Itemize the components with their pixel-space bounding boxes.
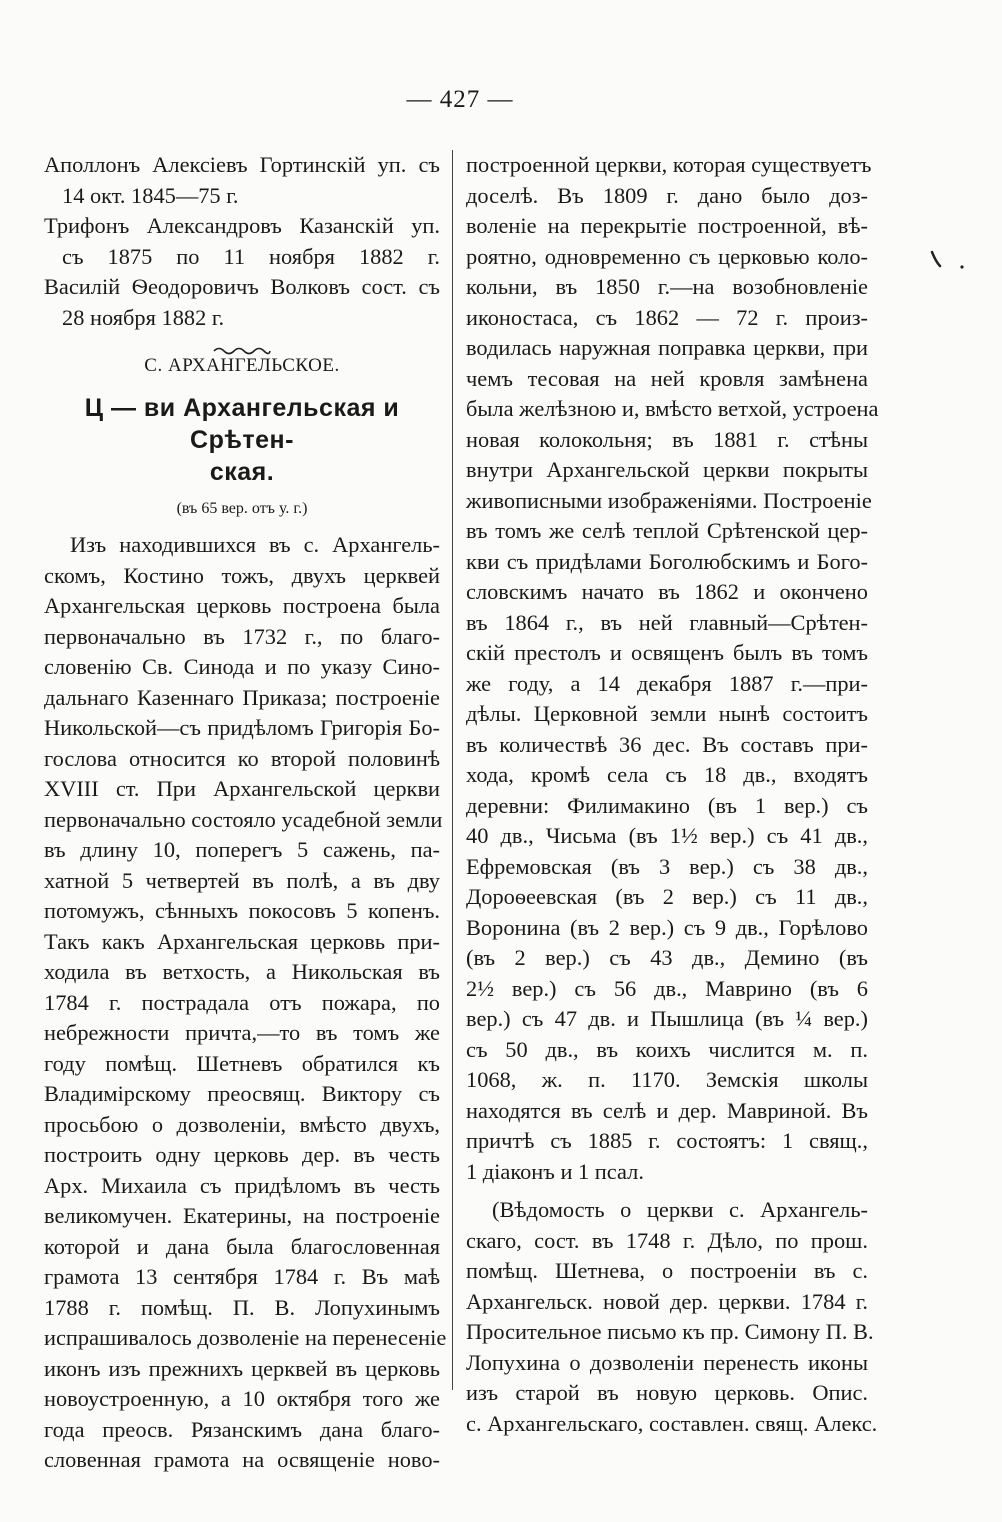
text-line: скомъ, Костино тожъ, двухъ церквей <box>44 562 440 588</box>
text-line: 1788 г. помѣщ. П. В. Лопухинымъ <box>44 1294 440 1320</box>
text-line: года преосв. Рязанскимъ дана благо- <box>44 1416 440 1442</box>
text-line: Арх. Михаила съ придѣломъ въ честь <box>44 1172 440 1198</box>
text-line: гослова относится ко второй половинѣ <box>44 745 440 771</box>
text-line: внутри Архангельской церкви покрыты <box>466 457 868 482</box>
text-line: 1784 г. пострадала отъ пожара, по <box>44 989 440 1015</box>
text-line: кольни, въ 1850 г.—на возобновленіе <box>466 274 868 299</box>
text-line: въ 1864 г., въ ней главный—Срѣтен- <box>466 609 868 635</box>
text-line: хатной 5 четвертей въ полѣ, а въ дву <box>44 867 440 893</box>
source-line: скаго, сост. въ 1748 г. Дѣло, по прош. <box>466 1227 868 1253</box>
text-line: Дороѳеевская (въ 2 вер.) съ 11 дв., <box>466 884 868 909</box>
text-line: небрежности причта,—то въ томъ же <box>44 1020 440 1045</box>
text-line: XVIII ст. При Архангельской церкви <box>44 776 440 801</box>
text-line: скій престолъ и освященъ былъ въ томъ <box>466 640 868 665</box>
text-line: Изъ находившихся въ с. Архангель- <box>70 532 440 557</box>
clergy-line: Василій Ѳеодоровичъ Волковъ сост. съ <box>44 274 440 299</box>
left-column <box>44 150 447 1476</box>
text-line: иконъ изъ прежнихъ церквей въ церковь <box>44 1355 440 1381</box>
margin-ink-mark <box>928 248 968 278</box>
right-column <box>466 150 879 1439</box>
text-line: въ длину 10, поперегъ 5 сажень, па- <box>44 837 440 862</box>
text-line: иконостаса, съ 1862 — 72 г. произ- <box>466 304 868 330</box>
text-line: 2½ вер.) съ 56 дв., Маврино (въ 6 <box>466 975 868 1001</box>
text-line: водилась наружная поправка церкви, при <box>466 335 868 360</box>
clergy-line: Аполлонъ Алексіевъ Гортинскій уп. съ <box>44 152 440 177</box>
text-line: которой и дана была благословенная <box>44 1233 440 1259</box>
clergy-list <box>44 150 440 333</box>
ornamental-divider <box>44 335 440 347</box>
text-line: чемъ тесовая на ней кровля замѣнена <box>466 365 868 391</box>
page-number: — 427 — <box>406 86 514 113</box>
text-line: 1068, ж. п. 1170. Земскія школы <box>466 1067 868 1092</box>
source-line: Просительное письмо къ пр. Симону П. В. <box>466 1319 874 1344</box>
source-line: Лопухина о дозволеніи перенесть иконы <box>466 1349 868 1375</box>
text-line: словенію Св. Синода и по указу Сино- <box>44 654 440 679</box>
text-line: грамота 13 сентября 1784 г. Въ маѣ <box>44 1264 440 1289</box>
section-heading <box>44 392 440 488</box>
text-line: деревни: Филимакино (въ 1 вер.) съ <box>466 792 868 818</box>
body-text-continued <box>466 150 879 1187</box>
text-line: Воронина (въ 2 вер.) съ 9 дв., Горѣлово <box>466 914 868 940</box>
text-line: испрашивалось дозволеніе на перенесеніе <box>44 1325 447 1350</box>
text-line: новая колокольня; въ 1881 г. стѣны <box>466 426 868 452</box>
source-line: с. Архангельскаго, составлен. свящ. Алекс. <box>466 1410 878 1436</box>
text-line: хода, кромѣ села съ 18 дв., входятъ <box>466 762 868 787</box>
text-line: Ефремовская (въ 3 вер.) съ 38 дв., <box>466 853 868 879</box>
text-line: же году, а 14 декабря 1887 г.—при- <box>466 670 868 696</box>
heading-line: Ц — ви Архангельская и Срѣтен- <box>84 393 400 454</box>
sources-paragraph <box>466 1195 878 1439</box>
text-line: находятся въ селѣ и дер. Мавриной. Въ <box>466 1097 868 1123</box>
text-line: дѣлы. Церковной земли нынѣ состоитъ <box>466 701 868 726</box>
column-divider <box>452 150 453 1390</box>
text-line: словенная грамота на освященіе ново- <box>44 1447 440 1472</box>
text-line: въ томъ же селѣ теплой Срѣтенской цер- <box>466 518 868 543</box>
body-text <box>44 530 447 1476</box>
text-line: Такъ какъ Архангельская церковь при- <box>44 928 440 954</box>
clergy-line: 14 окт. 1845—75 г. <box>62 182 239 208</box>
text-line: первоначально состояло усадебной земли <box>44 806 443 832</box>
source-line: изъ старой въ новую церковь. Опис. <box>466 1380 868 1405</box>
text-line: 1 діаконъ и 1 псал. <box>466 1158 644 1184</box>
text-line: новоустроенную, а 10 октября того же <box>44 1386 440 1411</box>
clergy-line: 28 ноября 1882 г. <box>62 304 225 330</box>
text-line: доселѣ. Въ 1809 г. дано было доз- <box>466 182 868 208</box>
text-line: (въ 2 вер.) съ 43 дв., Демино (въ <box>466 945 868 970</box>
text-line: роятно, одновременно съ церковью коло- <box>466 243 868 269</box>
text-line: Никольской—съ придѣломъ Григорія Бо- <box>44 715 440 740</box>
paragraph-gap <box>466 1187 868 1195</box>
text-line: въ количествѣ 36 дес. Въ составъ при- <box>466 731 868 757</box>
village-title: С. АРХАНГЕЛЬСКОЕ. <box>144 355 340 376</box>
distance-note: (въ 65 вер. отъ у. г.) <box>176 499 308 517</box>
text-line: построенной церкви, которая существуетъ <box>466 152 872 177</box>
text-line: просьбою о дозволеніи, вмѣсто двухъ, <box>44 1111 440 1137</box>
text-line: воленіе на перекрытіе построенной, вѣ- <box>466 213 868 238</box>
text-line: словскимъ начато въ 1862 и окончено <box>466 579 868 604</box>
text-line: кви съ придѣлами Боголюбскимъ и Бого- <box>466 548 868 574</box>
text-line: ходила въ ветхость, а Никольская въ <box>44 959 440 984</box>
text-line: живописными изображеніями. Построеніе <box>466 487 872 513</box>
text-line: причтѣ съ 1885 г. состоятъ: 1 свящ., <box>466 1128 868 1153</box>
clergy-line: Трифонъ Александровъ Казанскій уп. <box>44 213 440 238</box>
heading-line: ская. <box>209 457 275 486</box>
text-line: вер.) съ 47 дв. и Пышлица (въ ¼ вер.) <box>466 1006 868 1031</box>
text-line: Владимірскому преосвящ. Виктору съ <box>44 1081 440 1106</box>
text-line: 40 дв., Чисьма (въ 1½ вер.) съ 41 дв., <box>466 823 868 848</box>
text-line: Архангельская церковь построена была <box>44 593 440 618</box>
text-line: построить одну церковь дер. въ честь <box>44 1142 440 1167</box>
source-line: Архангельск. новой дер. церкви. 1784 г. <box>466 1288 868 1314</box>
text-line: была желѣзною и, вмѣсто ветхой, устроена <box>466 396 879 421</box>
text-line: потомужъ, сѣнныхъ покосовъ 5 копенъ. <box>44 898 440 923</box>
clergy-line: съ 1875 по 11 ноября 1882 г. <box>62 243 440 269</box>
source-line: (Вѣдомость о церкви с. Архангель- <box>492 1197 868 1222</box>
text-line: дальнаго Казеннаго Приказа; построеніе <box>44 684 440 710</box>
text-line: великомучен. Екатерины, на построеніе <box>44 1203 440 1228</box>
text-line: первоначально въ 1732 г., по благо- <box>44 623 440 649</box>
source-line: помѣщ. Шетнева, о построеніи въ с. <box>466 1258 868 1283</box>
text-line: съ 50 дв., въ коихъ числится м. п. <box>466 1036 868 1062</box>
text-line: году помѣщ. Шетневъ обратился къ <box>44 1050 440 1076</box>
